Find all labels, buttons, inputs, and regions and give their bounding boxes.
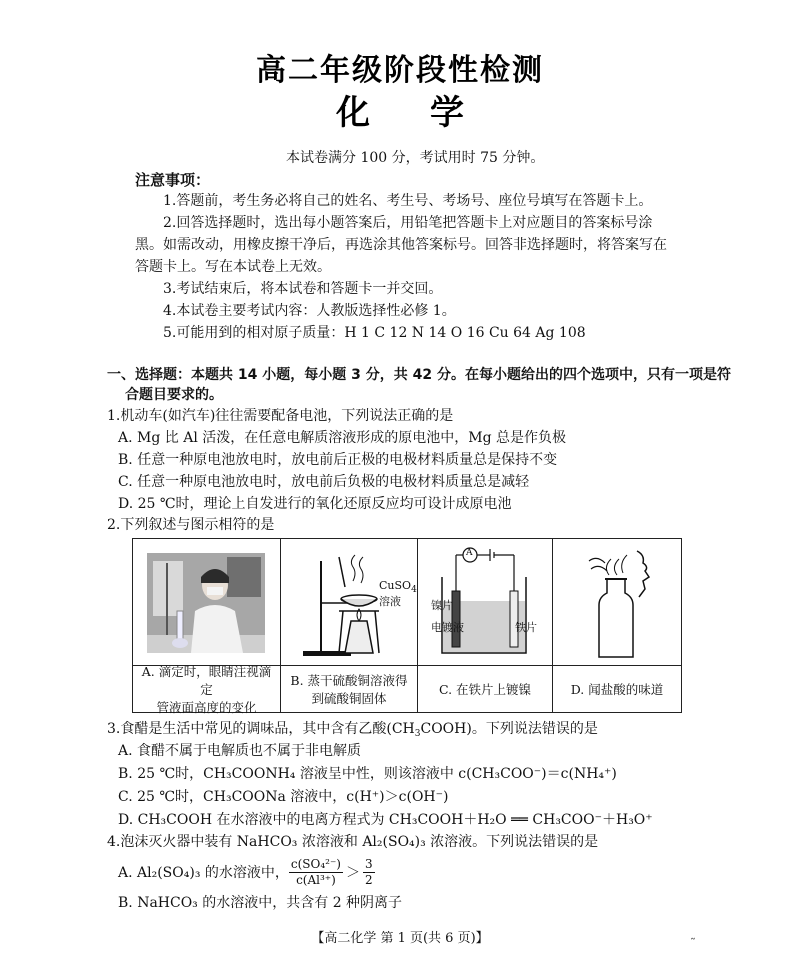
notice-item-2: 2.回答选择题时，选出每小题答案后，用铅笔把答题卡上对应题目的答案标号涂 bbox=[163, 215, 653, 231]
q4-ratio-fraction: $\frac{\text{c(SO₄²⁻)}}{\text{c(Al³⁺)}}$ bbox=[290, 857, 341, 887]
caption-a: A. 滴定时，眼睛注视滴定 管液面高度的变化 bbox=[141, 664, 272, 715]
notice-item-3: 3.考试结束后，将本试卷和答题卡一并交回。 bbox=[163, 281, 443, 297]
section-header: 一、选择题：本题共 14 小题，每小题 3 分，共 42 分。在每小题给出的四个选项中，只有一项是符 bbox=[107, 367, 731, 383]
q1-stem: 1.机动车(如汽车)往往需要配备电池，下列说法正确的是 bbox=[107, 408, 454, 424]
caption-d: D. 闻盐酸的味道 bbox=[570, 682, 664, 697]
q3-option-a: A. 食醋不属于电解质也不属于非电解质 bbox=[118, 743, 362, 759]
q3-option-c: C. 25 ℃时，CH₃COONa 溶液中，c(H⁺)＞c(OH⁻) bbox=[118, 789, 449, 805]
solution-label: 溶液 bbox=[379, 595, 401, 608]
subject-title: 化学 bbox=[336, 93, 524, 133]
q1-option-c: C. 任意一种原电池放电时，放电前后负极的电极材料质量总是减轻 bbox=[118, 474, 530, 490]
section-header-cont: 合题目要求的。 bbox=[125, 387, 223, 403]
exam-info: 本试卷满分 100 分，考试用时 75 分钟。 bbox=[286, 150, 545, 166]
q3-stem: 3.食醋是生活中常见的调味品，其中含有乙酸$(CH_3COOH)$。下列说法错误的是 bbox=[107, 721, 598, 739]
q4-three-halves: $\frac{3}{2}$ bbox=[365, 857, 373, 887]
notice-item-5: 5.可能用到的相对原子质量：H 1 C 12 N 14 O 16 Cu 64 Ag 108 bbox=[163, 325, 586, 341]
titration-photo bbox=[147, 553, 265, 653]
exam-title: 高二年级阶段性检测 bbox=[256, 53, 544, 88]
cuso4-label: CuSO$_4$ bbox=[379, 579, 417, 595]
caption-c: C. 在铁片上镀镍 bbox=[438, 682, 532, 697]
q3-option-d: D. CH₃COOH 在水溶液中的电离方程式为 CH₃COOH＋H₂O ══ CH₃COO⁻＋H₃O⁺ bbox=[118, 812, 653, 828]
q1-option-b: B. 任意一种原电池放电时，放电前后正极的电极材料质量总是保持不变 bbox=[118, 452, 558, 468]
notice-heading: 注意事项： bbox=[135, 171, 211, 189]
q1-option-d: D. 25 ℃时，理论上自发进行的氧化还原反应均可设计成原电池 bbox=[118, 496, 512, 512]
smelling-apparatus bbox=[553, 541, 681, 663]
corner-mark: ˷ bbox=[690, 926, 696, 940]
q4-option-b: B. NaHCO₃ 的水溶液中，共含有 2 种阴离子 bbox=[118, 895, 403, 911]
ammeter-label: A bbox=[466, 548, 473, 558]
q4-stem: 4.泡沫灭火器中装有 NaHCO₃ 浓溶液和 Al₂(SO₄)₃ 浓溶液。下列说法错误的是 bbox=[107, 834, 599, 850]
notice-item-4: 4.本试卷主要考试内容：人教版选择性必修 1。 bbox=[163, 303, 456, 319]
page-footer: 【高二化学 第 1 页(共 6 页)】 bbox=[311, 931, 489, 946]
notice-item-2-cont2: 答题卡上。写在本试卷上无效。 bbox=[135, 259, 331, 275]
notice-item-1: 1.答题前，考生务必将自己的姓名、考生号、考场号、座位号填写在答题卡上。 bbox=[163, 193, 653, 209]
q1-option-a: A. Mg 比 Al 活泼，在任意电解质溶液形成的原电池中，Mg 总是作负极 bbox=[118, 430, 566, 446]
q3-option-b: B. 25 ℃时，CH₃COONH₄ 溶液呈中性，则该溶液中 c(CH₃COO⁻)＝c(NH₄⁺) bbox=[118, 766, 617, 782]
caption-b: B. 蒸干硫酸铜溶液得 到硫酸铜固体 bbox=[290, 673, 408, 706]
plating-solution-label: 电镀液 bbox=[431, 621, 464, 634]
q2-stem: 2.下列叙述与图示相符的是 bbox=[107, 517, 275, 533]
notice-item-2-cont: 黑。如需改动，用橡皮擦干净后，再选涂其他答案标号。回答非选择题时，将答案写在 bbox=[135, 237, 667, 253]
q2-figure-table bbox=[132, 538, 682, 713]
q4-option-a: A. Al₂(SO₄)₃ 的水溶液中， $\frac{\text{c(SO₄²⁻)}}{\text{c(Al³⁺)}}$ ＞ $\frac{3}{2}$ bbox=[118, 857, 373, 887]
nickel-plate-label: 镍片 bbox=[431, 599, 453, 612]
iron-plate-label: 铁片 bbox=[515, 621, 537, 634]
